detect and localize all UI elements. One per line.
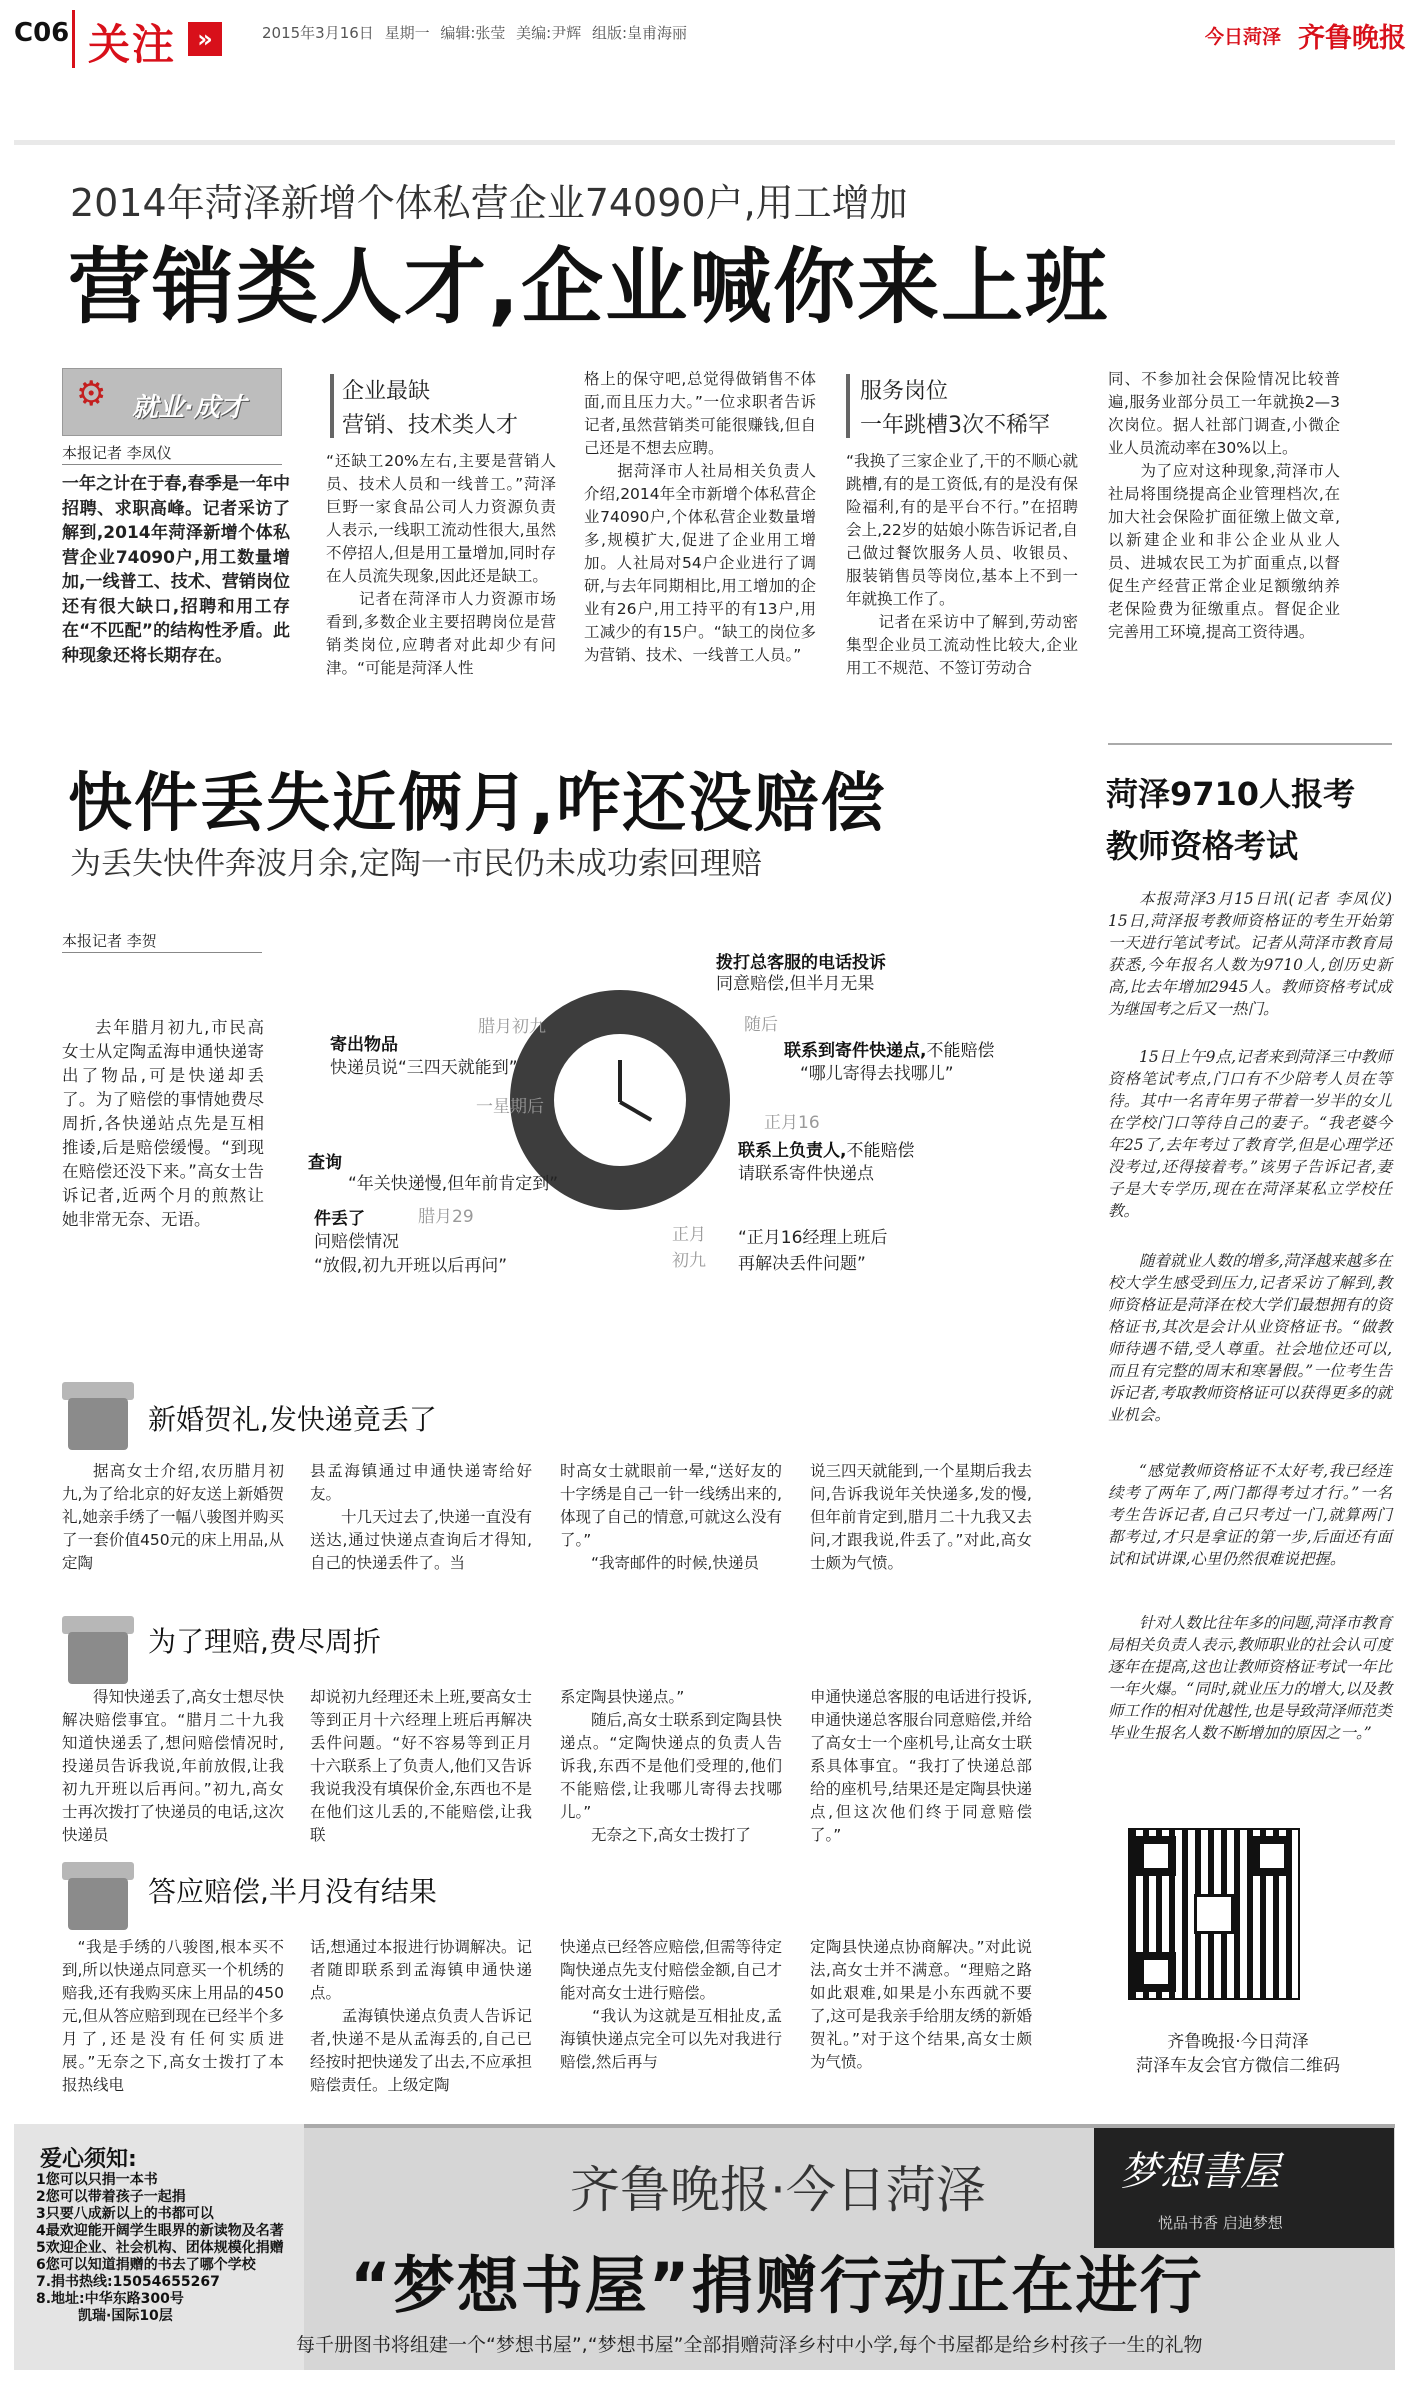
banner-notice-item: 5欢迎企业、社会机构、团体规模化捐赠 [36, 2240, 284, 2256]
section-col: 申通快递总客服的电话进行投诉,申通快递总客服台同意赔偿,并给了高女士一个座机号,让高女士联系具体事宜。“我打了快递总部给的座机号,结果还是定陶县快递点,但这次他们终于同意赔偿了。” [810, 1688, 1032, 1844]
timeline-step-result: 不能赔偿 [846, 1141, 915, 1161]
timeline-step [738, 1136, 914, 1161]
banner-notice-item: 8.地址:中华东路300号 [36, 2291, 184, 2307]
section-heading: 答应赔偿,半月没有结果 [148, 1875, 437, 1908]
dream-bookhouse-slogan: 悦品书香 启迪梦想 [1158, 2214, 1283, 2232]
gift-box-icon [68, 1632, 128, 1684]
sidebar-headline-line1: 菏泽9710人报考 [1106, 775, 1356, 813]
article2-lead: 去年腊月初九,市民高女士从定陶孟海申通快递寄出了物品,可是快递却丢了。为了赔偿的事情她费尽周折,各快递站点先是互相推诿,后是赔偿缓慢。“到现在赔偿还没下来。”高女士告诉记者,近两个月的煎熬让她非常无奈、无语。 [62, 1018, 264, 1229]
timeline-step-detail: 再解决丢件问题” [738, 1254, 866, 1274]
qr-code[interactable] [1128, 1828, 1300, 2000]
section-col: 话,想通过本报进行协调解决。记者随即联系到孟海镇申通快递点。 孟海镇快递点负责人告诉记者,快递不是从孟海丢的,自己已经按时把快递发了出去,不应承担赔偿责任。上级定陶 [310, 1938, 532, 2094]
timeline-step: 件丢了 [314, 1209, 365, 1229]
timeline-date: 正月16 [764, 1113, 820, 1133]
dream-bookhouse-logo-text: 梦想書屋 [1120, 2149, 1280, 2195]
section-col: 定陶县快递点协商解决。”对此说法,高女士并不满意。“理赔之路如此艰难,如果是小东西就不要了,这可是我亲手给朋友绣的新婚贺礼。”对于这个结果,高女士颇为气愤。 [810, 1938, 1032, 2071]
section-col: 得知快递丢了,高女士想尽快解决赔偿事宜。“腊月二十九我知道快递丢了,想问赔偿情况时,投递员告诉我说,年前放假,让我初九开班以后再问。”初九,高女士再次拨打了快递员的电话,这次快递员 [62, 1688, 284, 1844]
brand-edition: 今日菏泽 [1205, 26, 1282, 48]
timeline-date: 正月 [672, 1225, 706, 1245]
sidebar-paragraph: 随着就业人数的增多,菏泽越来越多在校大学生感受到压力,记者采访了解到,教师资格证是菏泽在校大学们最想拥有的资格证书,其次是会计从业资格证书。“做教师待遇不错,受人尊重。社会地位还可以,而且有完整的周末和寒暑假。”一位考生告诉记者,考取教师资格证可以获得更多的就业机会。 [1108, 1252, 1392, 1424]
article1-lead: 一年之计在于春,春季是一年中招聘、求职高峰。记者采访了解到,2014年菏泽新增个体私营企业74090户,用工数量增加,一线普工、技术、营销岗位还有很大缺口,招聘和用工存在“不匹配”的结构性矛盾。此种现象还将长期存在。 [62, 474, 290, 666]
sidebar-headline [1106, 768, 1355, 872]
timeline-date: 腊月初九 [478, 1017, 546, 1037]
page-number: C06 [14, 18, 70, 48]
article1-subhead-1: 企业最缺 [342, 379, 431, 404]
article2-subtitle: 为丢失快件奔波月余,定陶一市民仍未成功索回理赔 [70, 846, 762, 882]
subhead-bar [330, 374, 334, 438]
qr-caption [1108, 2030, 1368, 2078]
section-col: 县孟海镇通过申通快递寄给好友。 十几天过去了,快递一直没有送达,通过快递点查询后才得知,自己的快递丢件了。当 [310, 1462, 532, 1572]
timeline-step: 寄出物品 [330, 1035, 398, 1055]
timeline-date: 随后 [744, 1015, 778, 1035]
sidebar-divider [1108, 743, 1392, 745]
banner-notice-item: 1您可以只捐一本书 [36, 2172, 158, 2188]
timeline-step-detail: 快递员说“三四天就能到” [330, 1058, 518, 1078]
byline-underline [62, 464, 282, 465]
article1-byline: 本报记者 李凤仪 [62, 444, 172, 462]
article2-byline: 本报记者 李贺 [62, 932, 157, 950]
banner-notice-item: 2您可以带着孩子一起捐 [36, 2189, 186, 2205]
timeline-step-head: 联系到寄件快递点, [784, 1041, 927, 1061]
issue-meta: 2015年3月16日 星期一 编辑:张莹 美编:尹辉 组版:皇甫海丽 [262, 24, 688, 42]
timeline-step: 拨打总客服的电话投诉 [716, 953, 886, 973]
timeline-step-detail: 请联系寄件快递点 [738, 1164, 874, 1184]
banner-notice-item: 4最欢迎能开阔学生眼界的新读物及名著 [36, 2223, 284, 2239]
section-col: 快递点已经答应赔偿,但需等待定陶快递点先支付赔偿金额,自己才能对高女士进行赔偿。 “我认为这就是互相扯皮,孟海镇快递点完全可以先对我进行赔偿,然后再与 [560, 1938, 782, 2071]
timeline-step: 查询 [308, 1153, 342, 1173]
sidebar-paragraph: 本报菏泽3月15日讯(记者 李凤仪) 15日,菏泽报考教师资格证的考生开始第一天进行笔试考试。记者从菏泽市教育局获悉,今年报名人数为9710人,创历史新高,比去年增加2945人。教师资格考试成为继国考之后又一热门。 [1108, 890, 1392, 1018]
qr-caption-line1: 齐鲁晚报·今日菏泽 [1167, 2032, 1309, 2052]
section-col: 系定陶县快递点。” 随后,高女士联系到定陶县快递点。“定陶快递点的负责人告诉我,东西不是他们受理的,他们不能赔偿,让我哪儿寄得去找哪儿。” 无奈之下,高女士拨打了 [560, 1688, 782, 1844]
timeline-step-detail: “年关快递慢,但年前肯定到” [348, 1174, 559, 1194]
sidebar-paragraph: 针对人数比往年多的问题,菏泽市教育局相关负责人表示,教师职业的社会认可度逐年在提高,这也让教师资格证考试一年比一年火爆。“同时,就业压力的增大,以及教师工作的相对优越性,也是导致菏泽师范类毕业生报名人数不断增加的原因之一。” [1108, 1614, 1392, 1742]
banner-notice-item: 6您可以知道捐赠的书去了哪个学校 [36, 2257, 256, 2273]
section-heading: 为了理赔,费尽周折 [148, 1625, 381, 1658]
brand-logo: 齐鲁晚报 [1298, 23, 1406, 54]
article1-headline: 营销类人才,企业喊你来上班 [68, 240, 1110, 335]
section-col: 据高女士介绍,农历腊月初九,为了给北京的好友送上新婚贺礼,她亲手绣了一幅八骏图并购买了一套价值450元的床上用品,从定陶 [62, 1462, 284, 1572]
article1-subhead-1b: 营销、技术类人才 [342, 413, 519, 438]
sidebar-headline-line2: 教师资格考试 [1106, 827, 1299, 865]
article1-subtitle: 2014年菏泽新增个体私营企业74090户,用工增加 [70, 181, 908, 225]
article1-subhead-2: 服务岗位 [860, 379, 949, 404]
banner-notice-item: 7.捐书热线:15054655267 [36, 2274, 220, 2290]
subhead-bar [846, 374, 850, 438]
article1-col4: “我换了三家企业了,干的不顺心就跳槽,有的是工资低,有的是没有保险福利,有的是平台不行。”在招聘会上,22岁的姑娘小陈告诉记者,自己做过餐饮服务人员、收银员、服装销售员等岗位,基本上不到一年就换工作了。 记者在采访中了解到,劳动密集型企业员工流动性比较大,企业用工不规范、不签订劳动合 [846, 452, 1078, 677]
section-col: 却说初九经理还未上班,要高女士等到正月十六经理上班后再解决丢件问题。“好不容易等到正月十六联系上了负责人,他们又告诉我说我没有填保价金,东西也不是在他们这儿丢的,不能赔偿,让我联 [310, 1688, 532, 1844]
column-badge-label: 就业·成才 [132, 393, 246, 423]
gear-icon: ⚙ [76, 374, 107, 414]
gift-box-icon [68, 1878, 128, 1930]
article1-col5: 同、不参加社会保险情况比较普遍,服务业部分员工一年就换2—3次岗位。据人社部门调查,小微企业人员流动率在30%以上。 为了应对这种现象,菏泽市人社局将围绕提高企业管理档次,在加大社会保险扩面征缴上做文章,以新建企业和非公企业从业人员、进城农民工为扩面重点,以督促生产经营正常企业足额缴纳养老保险费为征缴重点。督促企业完善用工环境,提高工资待遇。 [1108, 370, 1340, 641]
article1-col3: 格上的保守吧,总觉得做销售不体面,而且压力大。”一位求职者告诉记者,虽然营销类可能很赚钱,但自己还是不想去应聘。 据菏泽市人社局相关负责人介绍,2014年全市新增个体私营企业74090户,个体私营企业数量增多,规模扩大,促进了企业用工增加。人社局对54户企业进行了调研,与去年同期相比,用工增加的企业有26户,用工持平的有13户,用工减少的有15户。“缺工的岗位多为营销、技术、一线普工人员。” [584, 370, 816, 664]
qr-caption-line2: 菏泽车友会官方微信二维码 [1136, 2056, 1340, 2076]
timeline-step [784, 1036, 994, 1061]
section-label: 关注 [88, 20, 177, 69]
byline-underline [62, 952, 262, 953]
banner-masthead: 齐鲁晚报·今日菏泽 [570, 2161, 986, 2219]
banner-headline: “梦想书屋”捐赠行动正在进行 [350, 2249, 1204, 2322]
section-heading: 新婚贺礼,发快递竟丢了 [148, 1403, 437, 1436]
banner-notice-title: 爱心须知: [40, 2147, 137, 2172]
page-header [0, 0, 1409, 80]
timeline-step-head: 联系上负责人, [738, 1141, 847, 1161]
banner-tagline: 每千册图书将组建一个“梦想书屋”,“梦想书屋”全部捐赠菏泽乡村中小学,每个书屋都是给乡村孩子一生的礼物 [296, 2334, 1203, 2356]
sidebar-paragraph: “感觉教师资格证不太好考,我已经连续考了两年了,两门都得考过才行。”一名考生告诉记者,自己只考过一门,就算两门都考过,才只是拿证的第一步,后面还有面试和试讲课,心里仍然很难说把握。 [1108, 1462, 1392, 1568]
sidebar-paragraph: 15日上午9点,记者来到菏泽三中教师资格笔试考点,门口有不少陪考人员在等待。其中一名青年男子带着一岁半的女儿在学校门口等待自己的妻子。“我老婆今年25了,去年考过了教育学,但是心理学还没考过,还得接着考。”该男子告诉记者,妻子是大专学历,现在在菏泽某私立学校任教。 [1108, 1048, 1392, 1220]
timeline-step-detail: 同意赔偿,但半月无果 [716, 974, 875, 994]
clock-face-icon [560, 1040, 680, 1160]
gift-box-icon [68, 1398, 128, 1450]
timeline-date: 一星期后 [476, 1097, 544, 1117]
header-divider [14, 140, 1395, 145]
timeline-date: 腊月29 [418, 1207, 474, 1227]
banner-notice-item: 凯瑞·国际10层 [36, 2308, 173, 2324]
banner-notice-item: 3只要八成新以上的书都可以 [36, 2206, 214, 2222]
timeline-step-detail: “哪儿寄得去找哪儿” [800, 1064, 954, 1084]
timeline-date: 初九 [672, 1251, 706, 1271]
article1-col2: “还缺工20%左右,主要是营销人员、技术人员和一线普工。”菏泽巨野一家食品公司人力资源负责人表示,一线职工流动性很大,虽然不停招人,但是用工量增加,同时存在人员流失现象,因此还是缺工。 记者在菏泽市人力资源市场看到,多数企业主要招聘岗位是营销类岗位,应聘者对此却少有问津。“可能是菏泽人性 [326, 452, 556, 677]
double-chevron-icon: » [188, 22, 222, 56]
section-col: 说三四天就能到,一个星期后我去问,告诉我说年关快递多,发的慢,但年前肯定到,腊月二十九我又去问,才跟我说,件丢了。”对此,高女士颇为气愤。 [810, 1462, 1032, 1572]
article2-headline: 快件丢失近俩月,咋还没赔偿 [68, 767, 887, 841]
timeline-step-result: 不能赔偿 [926, 1041, 995, 1061]
timeline-step-detail: “正月16经理上班后 [738, 1228, 888, 1248]
timeline-step-detail: “放假,初九开班以后再问” [314, 1256, 508, 1276]
section-col: “我是手绣的八骏图,根本买不到,所以快递点同意买一个机绣的赔我,还有我购买床上用品的450元,但从答应赔到现在已经半个多月了,还是没有任何实质进展。”无奈之下,高女士拨打了本报热线电 [62, 1938, 284, 2094]
section-col: 时高女士就眼前一晕,“送好友的十字绣是自己一针一线绣出来的,体现了自己的情意,可就这么没有了。” “我寄邮件的时候,快递员 [560, 1462, 782, 1572]
article1-subhead-2b: 一年跳槽3次不稀罕 [860, 413, 1050, 438]
timeline-step-detail: 问赔偿情况 [314, 1232, 399, 1252]
